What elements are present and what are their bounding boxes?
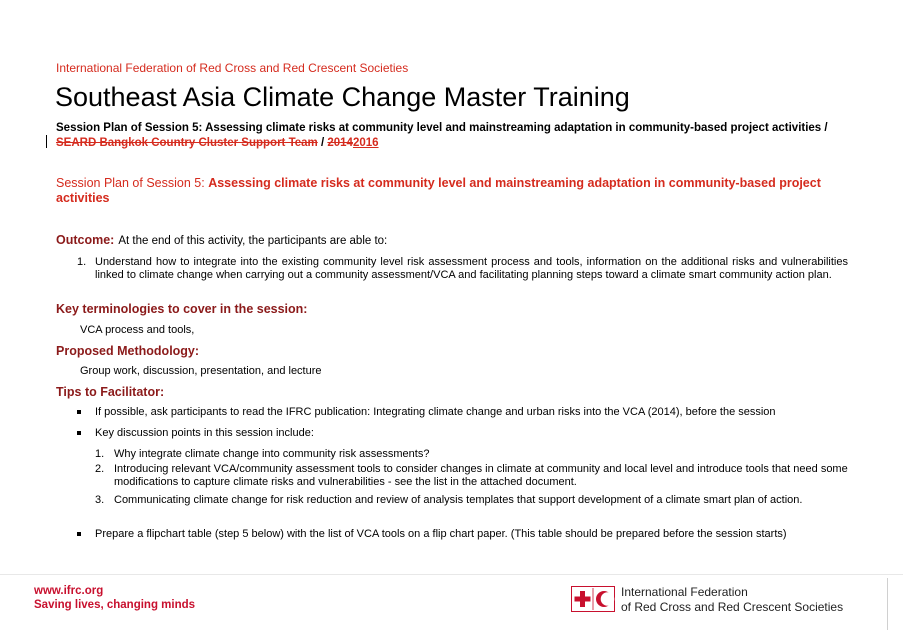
outcome-item-text: Understand how to integrate into the existing community level risk assessment process and tools, information on the additional risks and vulnerabilities linked to climate change when carrying out a community assessment/VCA and facilitating planning steps toward a climate smart community action plan. [95,256,848,281]
footer-url: www.ifrc.org [34,585,104,597]
organization-name: International Federation of Red Cross and Red Crescent Societies [56,61,409,75]
session-title [56,176,856,206]
revision-change-bar [46,135,47,148]
methodology-heading: Proposed Methodology: [56,344,200,358]
tips-bullet-discussion: Key discussion points in this session include: [95,427,314,439]
footer-organization [621,585,843,615]
subtitle-separator: / [317,137,328,149]
terminologies-heading: Key terminologies to cover in the session: [56,302,308,316]
sub-item-text: Introducing relevant VCA/community assessment tools to consider changes in climate at community and local level and introduce tools that need some modifications to capture climate risks and vulnerabilities - see the list in the attached document. [114,463,848,488]
bullet-marker [77,410,81,414]
bullet-marker [77,532,81,536]
tips-bullet-reading: If possible, ask participants to read the IFRC publication: Integrating climate change and urban risks into the VCA (2014), before the session [95,406,776,418]
sub-item-number: 3. [95,494,105,506]
subtitle-text: Session Plan of Session 5: Assessing climate risks at community level and mainstreaming adaptation in community-based project activities / [56,122,828,134]
outcome-item-number: 1. [77,256,87,268]
bullet-marker [77,431,81,435]
footer-org-line-1: International Federation [621,585,748,599]
sub-item-text: Why integrate climate change into community risk assessments? [114,448,430,460]
page-title: Southeast Asia Climate Change Master Training [55,82,630,112]
footer-slogan: Saving lives, changing minds [34,599,196,611]
terminologies-text: VCA process and tools, [80,324,195,336]
subtitle-year-inserted: 2016 [352,137,379,149]
outcome-heading: Outcome: [56,233,115,247]
tips-heading: Tips to Facilitator: [56,385,165,399]
footer-rule [0,574,903,575]
document-subtitle [56,121,856,151]
session-name: Assessing climate risks at community level and mainstreaming adaptation in community-based project activities [56,176,821,205]
tips-bullet-flipchart: Prepare a flipchart table (step 5 below) with the list of VCA tools on a flip chart paper. (This table should be prepared before the session starts) [95,528,787,540]
red-cross-red-crescent-logo-icon [571,586,615,612]
outcome-intro: At the end of this activity, the participants are able to: [118,235,388,247]
footer-org-line-2: of Red Cross and Red Crescent Societies [621,600,844,614]
sub-item-number: 1. [95,448,105,460]
outcome-section [56,233,387,247]
footer-divider [887,578,888,630]
subtitle-year-deleted: 2014 [327,137,353,149]
sub-item-text: Communicating climate change for risk reduction and review of analysis templates that support development of a climate smart plan of action. [114,494,803,506]
session-prefix: Session Plan of Session 5: [56,176,209,190]
sub-item-number: 2. [95,463,105,475]
methodology-text: Group work, discussion, presentation, and lecture [80,365,322,377]
subtitle-team: SEARD Bangkok Country Cluster Support Team [56,137,318,149]
